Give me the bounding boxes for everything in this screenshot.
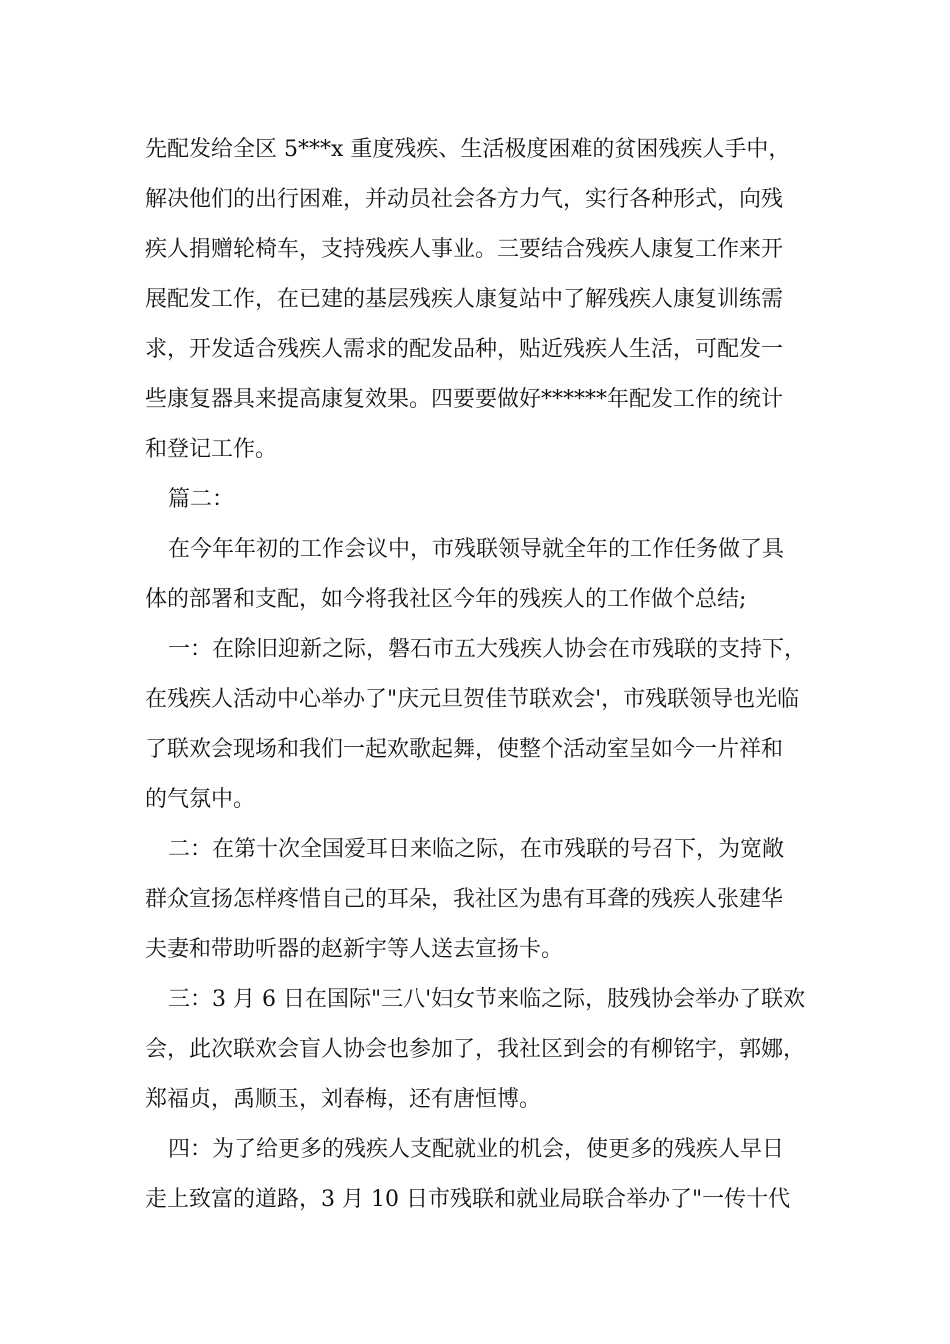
text-line: 展配发工作，在已建的基层残疾人康复站中了解残疾人康复训练需 (145, 287, 784, 312)
text-line: 在残疾人活动中心举办了"庆元旦贺佳节联欢会'，市残联领导也光临 (145, 687, 800, 712)
text-line: 的气氛中。 (145, 787, 256, 812)
text-line: 些康复器具来提高康复效果。四要要做好******年配发工作的统计 (145, 387, 784, 412)
text-line: 在今年年初的工作会议中，市残联领导就全年的工作任务做了具 (168, 537, 785, 562)
text-line: 一：在除旧迎新之际，磐石市五大残疾人协会在市残联的支持下， (168, 637, 807, 662)
text-line: 疾人捐赠轮椅车，支持残疾人事业。三要结合残疾人康复工作来开 (145, 237, 784, 262)
text-line: 夫妻和带助听器的赵新宇等人送去宣扬卡。 (145, 937, 564, 962)
text-line: 三：3 月 6 日在国际"三八'妇女节来临之际，肢残协会举办了联欢 (168, 987, 806, 1012)
text-line: 了联欢会现场和我们一起欢歌起舞，使整个活动室呈如今一片祥和 (145, 737, 784, 762)
text-line: 解决他们的出行困难，并动员社会各方力气，实行各种形式，向残 (145, 187, 784, 212)
text-line: 郑福贞，禹顺玉，刘春梅，还有唐恒博。 (145, 1087, 542, 1112)
text-line: 会，此次联欢会盲人协会也参加了，我社区到会的有柳铭宇，郭娜， (145, 1037, 806, 1062)
text-line: 走上致富的道路，3 月 10 日市残联和就业局联合举办了"一传十代 (145, 1187, 791, 1212)
text-line: 群众宣扬怎样疼惜自己的耳朵，我社区为患有耳聋的残疾人张建华 (145, 887, 784, 912)
section-heading: 篇二： (168, 487, 235, 512)
text-line: 和登记工作。 (145, 437, 278, 462)
text-line: 四：为了给更多的残疾人支配就业的机会，使更多的残疾人早日 (168, 1137, 785, 1162)
text-line: 求，开发适合残疾人需求的配发品种，贴近残疾人生活，可配发一 (145, 337, 784, 362)
text-line: 二：在第十次全国爱耳日来临之际，在市残联的号召下，为宽敞 (168, 837, 785, 862)
text-line: 先配发给全区 5***x 重度残疾、生活极度困难的贫困残疾人手中， (145, 137, 791, 162)
text-line: 体的部署和支配，如今将我社区今年的残疾人的工作做个总结; (145, 587, 747, 612)
